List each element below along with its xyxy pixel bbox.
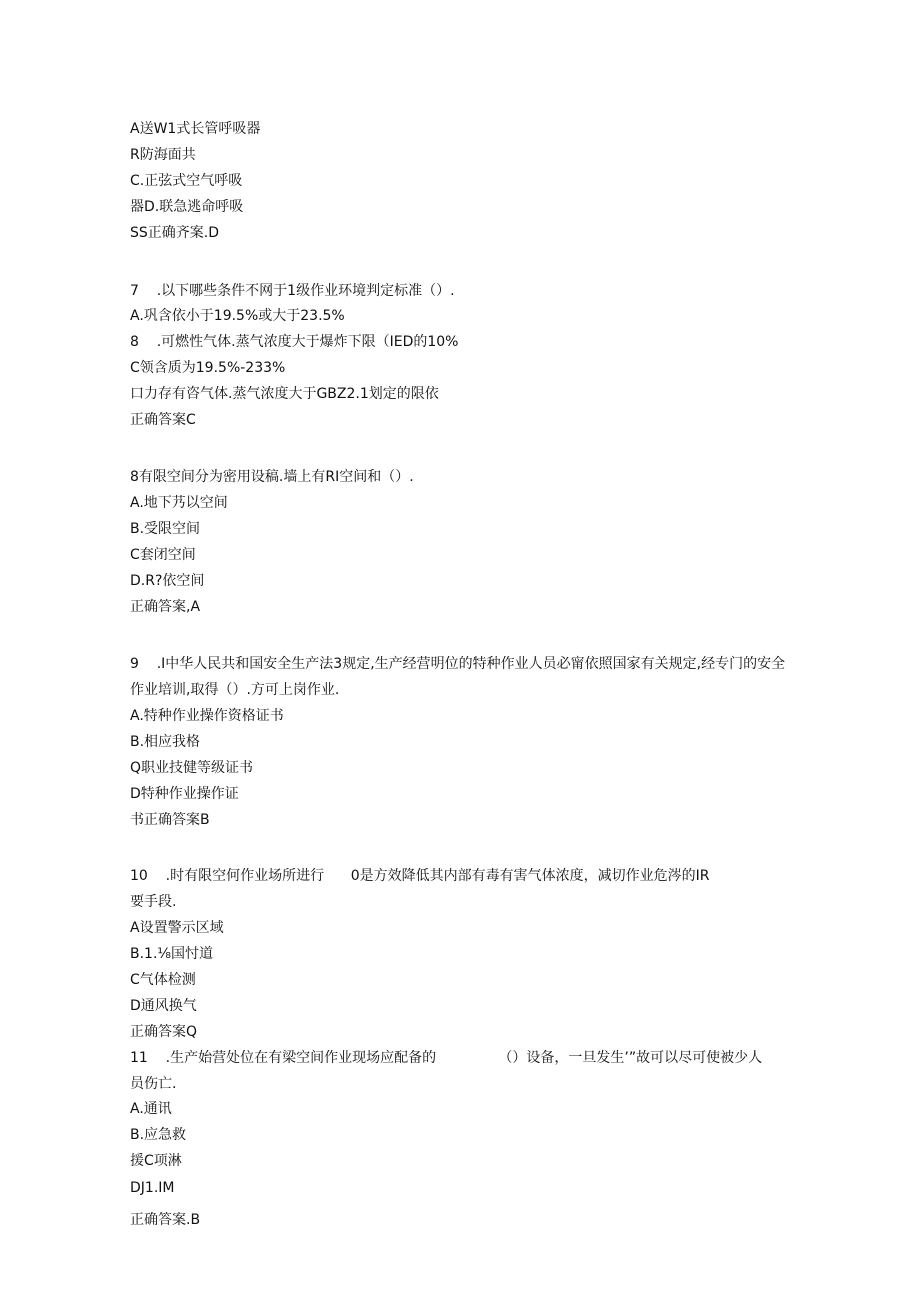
text-line: 要手段. (130, 894, 177, 910)
text-line: C.正弦式空气呼吸 (130, 173, 243, 189)
answer-line: 正确答案,A (130, 599, 201, 615)
text-line: D通风换气 (130, 998, 197, 1014)
text-line: C套闭空间 (130, 547, 196, 563)
question-9: 9 .I中华人民共和国安全生产法3规定,生产经营明位的特种作业人员必甯依照国家有关规定,经专门的安全 (130, 656, 786, 672)
answer-line: 正确答案C (130, 412, 196, 428)
text-line: C气体检测 (130, 972, 196, 988)
text-line: B.相应我格 (130, 734, 201, 750)
text-line: C领含质为19.5%-233% (130, 360, 286, 376)
text-line: B.受限空间 (130, 521, 201, 537)
text-line: 援C项淋 (130, 1153, 182, 1169)
text-line: A.特种作业操作资格证书 (130, 708, 284, 724)
text-line: 作业培训,取得（）.方可上岗作业. (130, 682, 340, 698)
text-line: Q职业技健等级证书 (130, 760, 254, 776)
answer-line: 正确答案.B (130, 1212, 201, 1228)
text-line: A送W1式长管呼吸器 (130, 121, 261, 137)
answer-line: SS正确齐案.D (130, 225, 220, 241)
text-line: A.地下艿以空间 (130, 495, 228, 511)
text-line: B.应急救 (130, 1127, 187, 1143)
question-10: 10 .时有限空何作业场所进行 0是方效降低其内部有毒有害气体浓度，减切作业危涔的IR (130, 868, 710, 884)
text-line: 口力存有咨气体.蒸气浓度大于GBZ2.1划定的限依 (130, 386, 439, 402)
text-line: DJ1.IM (130, 1180, 175, 1196)
text-line: A.通讯 (130, 1101, 172, 1117)
text-line: B.1.⅛国忖道 (130, 946, 213, 962)
text-line: R防海面共 (130, 147, 196, 163)
answer-line: 书正确答案B (130, 812, 210, 828)
text-line: D特种作业操作证 (130, 786, 239, 802)
text-line: 器D.联急逃命呼吸 (130, 199, 244, 215)
text-line: D.R?依空间 (130, 573, 205, 589)
question-8: 8有限空间分为密用设稿.墙上有RI空间和（）. (130, 469, 414, 485)
text-line: 8 .可燃性气体.蒸气浓度大于爆炸下限（IED的10% (130, 334, 459, 350)
text-line: A设置警示区域 (130, 920, 224, 936)
text-line: 员伤亡. (130, 1076, 177, 1092)
question-7: 7 .以下哪些条件不网于1级作业环境判定标准（）. (130, 283, 455, 299)
text-line: A.巩含依小于19.5%或大于23.5% (130, 308, 345, 324)
question-11: 11 .生产始营处位在有梁空间作业现场应配备的 （）设备，一旦发生’”故可以尽可使被少人 (130, 1050, 763, 1066)
answer-line: 正确答案Q (130, 1024, 198, 1040)
